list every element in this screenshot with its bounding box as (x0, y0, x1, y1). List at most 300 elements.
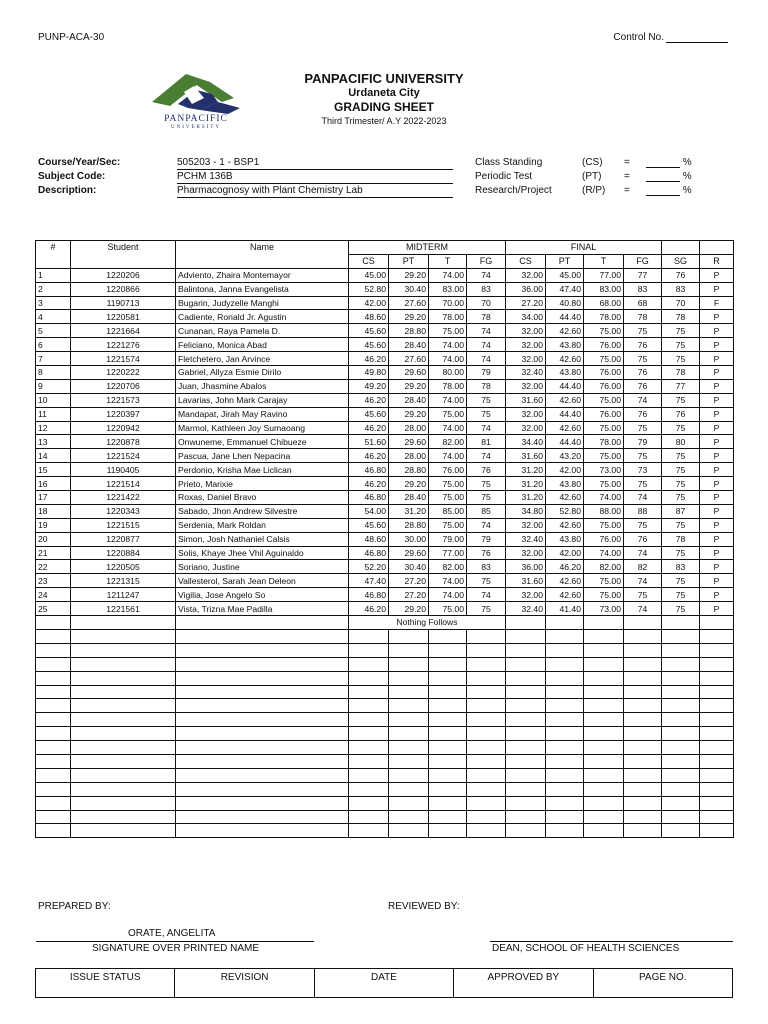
empty-cell (700, 713, 734, 727)
fin-fg: 68 (624, 296, 662, 310)
fin-cs: 32.00 (506, 546, 546, 560)
fin-cs: 32.00 (506, 379, 546, 393)
mid-fg: 70 (467, 296, 506, 310)
remark: P (700, 518, 734, 532)
empty-cell (176, 754, 349, 768)
fin-cs: 34.00 (506, 310, 546, 324)
row-number: 1 (36, 268, 71, 282)
empty-cell (700, 741, 734, 755)
fin-pt: 42.00 (546, 546, 584, 560)
fin-cs: 31.60 (506, 449, 546, 463)
mid-pt: 28.40 (389, 491, 429, 505)
date: DATE (314, 969, 453, 998)
row-number: 4 (36, 310, 71, 324)
mid-fg: 78 (467, 379, 506, 393)
blank-row (36, 685, 734, 699)
university-city: Urdaneta City (348, 87, 420, 99)
empty-cell (624, 629, 662, 643)
empty-cell (176, 685, 349, 699)
mid-cs: 46.20 (349, 477, 389, 491)
student-name: Serdenia, Mark Roldan (176, 518, 349, 532)
criteria-equals: = (624, 185, 630, 196)
sub-pt: PT (546, 254, 584, 268)
table-row (36, 449, 734, 463)
remark: P (700, 477, 734, 491)
semestral-grade: 75 (662, 574, 700, 588)
mid-fg: 74 (467, 324, 506, 338)
student-id: 1221561 (71, 602, 176, 616)
semestral-grade: 75 (662, 449, 700, 463)
empty-cell (584, 754, 624, 768)
empty-cell (176, 629, 349, 643)
semestral-grade: 75 (662, 588, 700, 602)
empty-cell (467, 810, 506, 824)
empty-cell (176, 616, 349, 630)
fin-pt: 42.60 (546, 352, 584, 366)
semestral-grade: 75 (662, 324, 700, 338)
fin-pt: 44.40 (546, 407, 584, 421)
table-row (36, 463, 734, 477)
empty-cell (36, 685, 71, 699)
mid-pt: 29.20 (389, 310, 429, 324)
blank-row (36, 796, 734, 810)
fin-fg: 75 (624, 477, 662, 491)
table-row (36, 421, 734, 435)
mid-cs: 54.00 (349, 504, 389, 518)
fin-pt: 42.60 (546, 324, 584, 338)
empty-cell (349, 657, 389, 671)
empty-cell (71, 768, 176, 782)
empty-cell (584, 741, 624, 755)
row-number: 19 (36, 518, 71, 532)
empty-cell (546, 671, 584, 685)
remark: P (700, 504, 734, 518)
empty-cell (506, 629, 546, 643)
student-id: 1211247 (71, 588, 176, 602)
fin-t: 75.00 (584, 421, 624, 435)
remark: P (700, 393, 734, 407)
col-final: FINAL (506, 241, 662, 255)
empty-cell (389, 713, 429, 727)
mid-fg: 74 (467, 518, 506, 532)
semestral-grade: 75 (662, 421, 700, 435)
empty-cell (349, 824, 389, 838)
mid-cs: 49.20 (349, 379, 389, 393)
student-id: 1221315 (71, 574, 176, 588)
empty-cell (584, 629, 624, 643)
student-id: 1220206 (71, 268, 176, 282)
sub-fg: FG (624, 254, 662, 268)
row-number: 23 (36, 574, 71, 588)
empty-cell (176, 713, 349, 727)
fin-fg: 74 (624, 491, 662, 505)
table-row (36, 268, 734, 282)
semestral-grade: 78 (662, 532, 700, 546)
student-id: 1220877 (71, 532, 176, 546)
empty-cell (506, 657, 546, 671)
mid-pt: 28.00 (389, 449, 429, 463)
row-number: 11 (36, 407, 71, 421)
empty-cell (71, 754, 176, 768)
row-number: 24 (36, 588, 71, 602)
sub-pt: PT (389, 254, 429, 268)
row-number: 16 (36, 477, 71, 491)
sheet-title: GRADING SHEET (333, 100, 434, 114)
mid-cs: 46.80 (349, 491, 389, 505)
control-label: Control No. (613, 32, 664, 43)
table-row (36, 574, 734, 588)
fin-cs: 32.00 (506, 324, 546, 338)
mid-t: 74.00 (429, 574, 467, 588)
col-r-top (700, 241, 734, 255)
fin-t: 77.00 (584, 268, 624, 282)
description-label: Description: (38, 185, 97, 196)
blank-row (36, 824, 734, 838)
mid-pt: 27.60 (389, 296, 429, 310)
empty-cell (624, 713, 662, 727)
mid-fg: 75 (467, 574, 506, 588)
mid-fg: 74 (467, 588, 506, 602)
fin-pt: 46.20 (546, 560, 584, 574)
reviewed-by-label: REVIEWED BY: (388, 901, 460, 912)
empty-cell (349, 741, 389, 755)
student-name: Onwuneme, Emmanuel Chibueze (176, 435, 349, 449)
table-row (36, 324, 734, 338)
empty-cell (349, 754, 389, 768)
remark: P (700, 268, 734, 282)
empty-cell (700, 657, 734, 671)
col-sg: SG (662, 254, 700, 268)
empty-cell (176, 727, 349, 741)
mid-cs: 45.60 (349, 407, 389, 421)
student-id: 1221276 (71, 338, 176, 352)
signature-caption: SIGNATURE OVER PRINTED NAME (92, 943, 260, 954)
student-name: Cunanan, Raya Pamela D. (176, 324, 349, 338)
empty-cell (467, 754, 506, 768)
mid-fg: 78 (467, 310, 506, 324)
row-number: 5 (36, 324, 71, 338)
empty-cell (429, 727, 467, 741)
fin-fg: 74 (624, 546, 662, 560)
control-number (613, 32, 728, 43)
fin-fg: 75 (624, 421, 662, 435)
empty-cell (389, 810, 429, 824)
empty-cell (389, 629, 429, 643)
mid-t: 74.00 (429, 449, 467, 463)
mid-cs: 46.80 (349, 546, 389, 560)
empty-cell (36, 796, 71, 810)
fin-fg: 78 (624, 310, 662, 324)
student-name: Adviento, Zhaira Montemayor (176, 268, 349, 282)
empty-cell (467, 782, 506, 796)
empty-cell (506, 643, 546, 657)
preparer-signature-line (36, 941, 314, 942)
fin-t: 76.00 (584, 366, 624, 380)
empty-cell (71, 643, 176, 657)
empty-cell (700, 699, 734, 713)
criteria-weight: % (646, 185, 692, 196)
row-number: 15 (36, 463, 71, 477)
empty-cell (584, 657, 624, 671)
logo-text: PANPACIFIC (164, 114, 228, 124)
empty-cell (467, 699, 506, 713)
fin-fg: 79 (624, 435, 662, 449)
empty-cell (389, 643, 429, 657)
remark: P (700, 491, 734, 505)
semestral-grade: 78 (662, 366, 700, 380)
empty-cell (429, 643, 467, 657)
fin-cs: 32.40 (506, 366, 546, 380)
empty-cell (624, 824, 662, 838)
table-row (36, 435, 734, 449)
empty-cell (429, 699, 467, 713)
mid-cs: 46.20 (349, 421, 389, 435)
empty-cell (429, 768, 467, 782)
empty-cell (349, 643, 389, 657)
fin-t: 75.00 (584, 588, 624, 602)
criteria-code: (CS) (582, 157, 603, 168)
student-name: Balintona, Janna Evangelista (176, 282, 349, 296)
fin-t: 68.00 (584, 296, 624, 310)
empty-cell (506, 699, 546, 713)
mid-t: 78.00 (429, 379, 467, 393)
empty-cell (349, 685, 389, 699)
mid-t: 79.00 (429, 532, 467, 546)
blank-row (36, 671, 734, 685)
row-number: 18 (36, 504, 71, 518)
empty-cell (662, 643, 700, 657)
fin-t: 75.00 (584, 574, 624, 588)
empty-cell (700, 796, 734, 810)
empty-cell (349, 796, 389, 810)
empty-cell (662, 782, 700, 796)
empty-cell (624, 782, 662, 796)
fin-pt: 44.40 (546, 310, 584, 324)
mid-t: 75.00 (429, 491, 467, 505)
empty-cell (36, 657, 71, 671)
mid-t: 70.00 (429, 296, 467, 310)
empty-cell (546, 754, 584, 768)
fin-t: 88.00 (584, 504, 624, 518)
row-number: 14 (36, 449, 71, 463)
student-id: 1220706 (71, 379, 176, 393)
empty-cell (584, 768, 624, 782)
empty-cell (624, 699, 662, 713)
fin-fg: 77 (624, 268, 662, 282)
empty-cell (662, 824, 700, 838)
student-name: Solis, Khaye Jhee Vhil Aguinaldo (176, 546, 349, 560)
empty-cell (546, 643, 584, 657)
mid-fg: 74 (467, 421, 506, 435)
control-number-line (666, 33, 728, 43)
fin-pt: 42.00 (546, 463, 584, 477)
empty-cell (349, 671, 389, 685)
empty-cell (176, 824, 349, 838)
subject-label: Subject Code: (38, 171, 106, 182)
sub-t: T (584, 254, 624, 268)
fin-fg: 74 (624, 393, 662, 407)
fin-t: 73.00 (584, 463, 624, 477)
fin-t: 83.00 (584, 282, 624, 296)
mid-pt: 27.20 (389, 574, 429, 588)
semestral-grade: 75 (662, 338, 700, 352)
fin-fg: 74 (624, 574, 662, 588)
description-value: Pharmacognosy with Plant Chemistry Lab (177, 185, 453, 198)
fin-cs: 32.40 (506, 602, 546, 616)
empty-cell (546, 810, 584, 824)
table-row (36, 588, 734, 602)
empty-cell (429, 713, 467, 727)
empty-cell (506, 796, 546, 810)
blank-row (36, 643, 734, 657)
empty-cell (624, 616, 662, 630)
criteria-weight: % (646, 157, 692, 168)
empty-cell (584, 727, 624, 741)
empty-cell (389, 671, 429, 685)
mid-t: 80.00 (429, 366, 467, 380)
empty-cell (71, 713, 176, 727)
empty-cell (624, 727, 662, 741)
empty-cell (349, 699, 389, 713)
blank-row (36, 727, 734, 741)
empty-cell (700, 768, 734, 782)
student-id: 1221514 (71, 477, 176, 491)
fin-t: 75.00 (584, 393, 624, 407)
fin-cs: 34.80 (506, 504, 546, 518)
fin-t: 73.00 (584, 602, 624, 616)
empty-cell (36, 727, 71, 741)
header-row (36, 241, 734, 255)
mid-fg: 75 (467, 393, 506, 407)
remark: P (700, 546, 734, 560)
semestral-grade: 87 (662, 504, 700, 518)
col-student: Student (71, 241, 176, 269)
student-name: Feliciano, Monica Abad (176, 338, 349, 352)
col-num: # (36, 241, 71, 269)
empty-cell (546, 796, 584, 810)
fin-fg: 75 (624, 588, 662, 602)
blank-row (36, 629, 734, 643)
fin-pt: 40.80 (546, 296, 584, 310)
mid-cs: 46.20 (349, 602, 389, 616)
empty-cell (429, 741, 467, 755)
remark: F (700, 296, 734, 310)
criteria-equals: = (624, 157, 630, 168)
semestral-grade: 83 (662, 560, 700, 574)
remark: P (700, 449, 734, 463)
empty-cell (546, 727, 584, 741)
fin-fg: 76 (624, 379, 662, 393)
fin-fg: 76 (624, 366, 662, 380)
mid-cs: 45.00 (349, 268, 389, 282)
fin-cs: 31.20 (506, 477, 546, 491)
mid-cs: 46.20 (349, 449, 389, 463)
fin-pt: 42.60 (546, 588, 584, 602)
mid-t: 85.00 (429, 504, 467, 518)
empty-cell (624, 754, 662, 768)
row-number: 25 (36, 602, 71, 616)
empty-cell (36, 741, 71, 755)
mid-t: 75.00 (429, 518, 467, 532)
empty-cell (624, 796, 662, 810)
fin-t: 76.00 (584, 407, 624, 421)
table-row (36, 491, 734, 505)
fin-fg: 76 (624, 338, 662, 352)
empty-cell (176, 796, 349, 810)
remark: P (700, 602, 734, 616)
fin-cs: 34.40 (506, 435, 546, 449)
fin-pt: 43.80 (546, 477, 584, 491)
fin-cs: 31.60 (506, 574, 546, 588)
semestral-grade: 75 (662, 352, 700, 366)
mid-fg: 83 (467, 560, 506, 574)
fin-t: 82.00 (584, 560, 624, 574)
mid-cs: 52.80 (349, 282, 389, 296)
mid-t: 75.00 (429, 602, 467, 616)
mid-pt: 28.80 (389, 518, 429, 532)
fin-t: 75.00 (584, 352, 624, 366)
empty-cell (467, 741, 506, 755)
empty-cell (700, 754, 734, 768)
fin-fg: 75 (624, 449, 662, 463)
fin-cs: 36.00 (506, 560, 546, 574)
course-label: Course/Year/Sec: (38, 157, 121, 168)
empty-cell (506, 824, 546, 838)
criteria-weight: % (646, 171, 692, 182)
mid-fg: 74 (467, 268, 506, 282)
remark: P (700, 421, 734, 435)
empty-cell (546, 713, 584, 727)
fin-t: 76.00 (584, 338, 624, 352)
table-row (36, 407, 734, 421)
semestral-grade: 75 (662, 477, 700, 491)
mid-cs: 47.40 (349, 574, 389, 588)
mid-fg: 74 (467, 338, 506, 352)
empty-cell (36, 616, 71, 630)
empty-cell (429, 629, 467, 643)
fin-cs: 32.00 (506, 421, 546, 435)
mid-cs: 51.60 (349, 435, 389, 449)
mid-t: 74.00 (429, 393, 467, 407)
empty-cell (176, 768, 349, 782)
empty-cell (71, 824, 176, 838)
empty-cell (71, 699, 176, 713)
col-name: Name (176, 241, 349, 269)
mid-pt: 29.60 (389, 435, 429, 449)
mid-pt: 28.80 (389, 463, 429, 477)
mid-fg: 75 (467, 407, 506, 421)
remark: P (700, 407, 734, 421)
student-id: 1220222 (71, 366, 176, 380)
student-id: 1220581 (71, 310, 176, 324)
fin-t: 76.00 (584, 532, 624, 546)
fin-cs: 31.60 (506, 393, 546, 407)
col-midterm: MIDTERM (349, 241, 506, 255)
empty-cell (71, 810, 176, 824)
mid-fg: 74 (467, 449, 506, 463)
mid-t: 78.00 (429, 310, 467, 324)
empty-cell (700, 685, 734, 699)
fin-pt: 42.60 (546, 574, 584, 588)
semestral-grade: 80 (662, 435, 700, 449)
issue-status: ISSUE STATUS (36, 969, 175, 998)
table-row (36, 310, 734, 324)
empty-cell (389, 768, 429, 782)
fin-fg: 76 (624, 407, 662, 421)
mid-t: 75.00 (429, 407, 467, 421)
mid-pt: 28.40 (389, 393, 429, 407)
empty-cell (662, 616, 700, 630)
